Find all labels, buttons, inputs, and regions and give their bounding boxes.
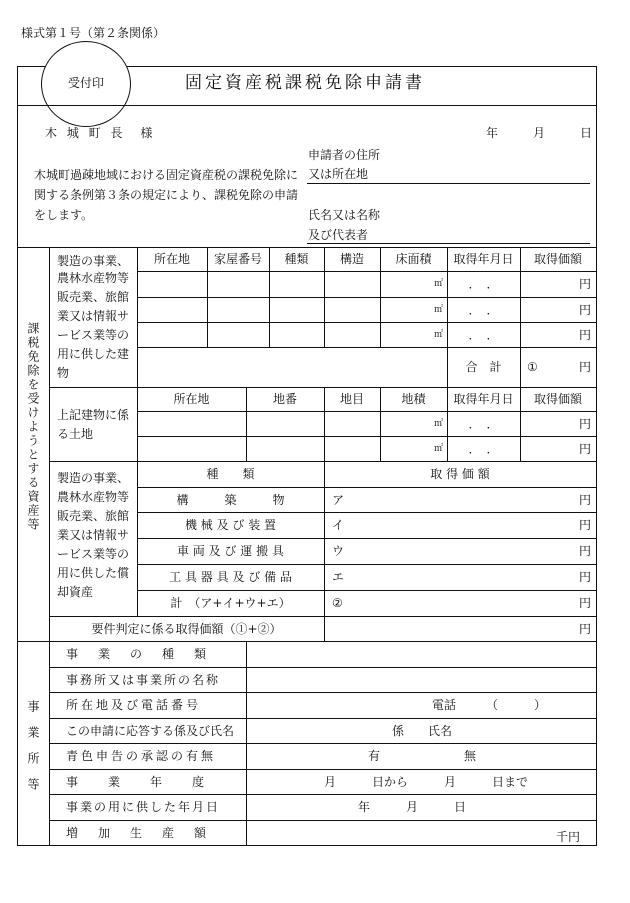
business-row-2-value: 電話 （ ）: [432, 698, 547, 712]
depreciable-label-4: ービス業等の: [57, 547, 130, 561]
divider-assets-top: [17, 247, 597, 248]
land-row-1-date: ． ．: [468, 417, 499, 431]
business-grid-h5: [49, 769, 596, 770]
business-row-5-value: 月 日から 月 日まで: [324, 775, 529, 789]
applicant-address-label-2: 又は所在地: [308, 167, 369, 181]
building-header-0: 所在地: [153, 252, 190, 266]
divider-requirement: [49, 616, 596, 617]
date-month: 月: [533, 126, 546, 140]
depreciable-grid-v: [324, 461, 325, 641]
depreciable-item-4-marker: ②: [332, 596, 343, 610]
frame-bottom: [17, 845, 597, 846]
business-row-3-label: この申請に応答する係及び氏名: [66, 724, 235, 738]
business-side-label: 事業所等: [26, 700, 40, 804]
frame-right: [596, 66, 597, 846]
business-grid-h1: [49, 667, 596, 668]
building-label-1: 農林水産物等: [57, 271, 130, 285]
land-header-5: 取得価額: [533, 392, 582, 406]
depreciable-item-4: 計 （ア+イ+ウ+エ）: [170, 596, 291, 610]
land-label-0: 上記建物に係: [57, 408, 130, 422]
land-row-2-area-unit: ㎡: [433, 444, 443, 454]
date-day: 日: [580, 126, 593, 140]
form-number: 様式第１号（第２条関係）: [21, 26, 166, 40]
business-row-7-value: 千円: [556, 830, 581, 844]
divider-depreciable-top: [49, 461, 596, 462]
land-row-2-yen: 円: [578, 442, 591, 456]
assets-side-label: 課税免除を受けようとする資産等: [26, 322, 40, 532]
business-grid-h2: [49, 692, 596, 693]
business-row-4-value: 有 無: [368, 749, 477, 763]
price-header: 取 得 価 額: [430, 467, 490, 481]
depreciable-item-0-marker: ア: [332, 493, 345, 507]
applicant-name-line[interactable]: [307, 243, 590, 244]
depreciable-grid-h3: [137, 538, 596, 539]
date-year: 年: [486, 126, 499, 140]
land-grid-h2: [137, 436, 596, 437]
kind-header: 種 類: [206, 467, 255, 481]
business-row-1-label: 事務所又は事業所の名称: [66, 673, 221, 687]
requirement-yen: 円: [578, 622, 591, 636]
depreciable-item-0-yen: 円: [578, 493, 591, 507]
building-header-3: 構造: [339, 252, 364, 266]
business-row-2-label: 所在地及び電話番号: [66, 698, 202, 712]
building-label-4: ービス業等の: [57, 328, 130, 342]
depreciable-item-2: 車 両 及 び 運 搬 具: [177, 544, 284, 558]
depreciable-grid-h1: [137, 487, 596, 488]
building-row-3-area-unit: ㎡: [433, 330, 443, 340]
building-header-6: 取得価額: [533, 252, 582, 266]
depreciable-item-1: 機 械 及 び 装 置: [184, 518, 277, 532]
total-marker: ①: [527, 360, 538, 374]
depreciable-label-2: 販売業、旅館: [57, 509, 130, 523]
building-label-5: 用に供した建: [57, 347, 130, 361]
frame-left: [17, 66, 18, 846]
business-row-4-label: 青色申告の承認の有無: [66, 749, 217, 763]
depreciable-label-3: 業又は情報サ: [57, 528, 130, 542]
recipient: 木 城 町 長 様: [45, 126, 156, 140]
building-header-1: 家屋番号: [213, 252, 262, 266]
building-grid-h2: [137, 297, 596, 298]
land-header-3: 地積: [401, 392, 426, 406]
business-row-5-label: 事 業 年 度: [66, 775, 207, 789]
depreciable-label-0: 製造の事業、: [57, 471, 130, 485]
business-grid-h4: [49, 743, 596, 744]
building-grid-h1: [137, 271, 596, 272]
building-row-2-date: ． ．: [468, 303, 499, 317]
depreciable-label-1: 農林水産物等: [57, 490, 130, 504]
total-yen: 円: [578, 360, 591, 374]
divider-title: [17, 105, 597, 106]
building-header-4: 床面積: [395, 252, 432, 266]
building-row-3-date: ． ．: [468, 328, 499, 342]
building-row-1-date: ． ．: [468, 277, 499, 291]
land-grid-h1: [137, 411, 596, 412]
requirement-label: 要件判定に係る取得価額（①+②）: [91, 622, 282, 636]
body-line-2: 関する条例第３条の規定により、課税免除の申請: [34, 188, 299, 202]
business-row-0-label: 事 業 の 種 類: [66, 647, 211, 661]
business-grid-h6: [49, 794, 596, 795]
divider-business-top: [17, 641, 597, 642]
depreciable-item-2-yen: 円: [578, 544, 591, 558]
depreciable-item-0: 構 築 物: [176, 493, 285, 507]
depreciable-item-3-yen: 円: [578, 570, 591, 584]
land-row-1-area-unit: ㎡: [433, 419, 443, 429]
depreciable-item-3: 工 具 器 具 及 び 備 品: [169, 570, 292, 584]
building-header-5: 取得年月日: [453, 252, 514, 266]
assets-side-divider: [49, 247, 50, 641]
assets-label-divider: [137, 247, 138, 616]
business-grid-h3: [49, 718, 596, 719]
depreciable-label-6: 却資産: [57, 585, 94, 599]
body-line-3: をします。: [34, 208, 94, 222]
building-row-2-area-unit: ㎡: [433, 305, 443, 315]
depreciable-grid-h4: [137, 564, 596, 565]
applicant-name-label-2: 及び代表者: [308, 228, 369, 242]
stamp-label: 受付印: [67, 76, 104, 90]
building-row-3-yen: 円: [578, 328, 591, 342]
business-row-3-value: 係 氏名: [392, 724, 453, 738]
depreciable-item-1-yen: 円: [578, 518, 591, 532]
depreciable-item-2-marker: ウ: [332, 544, 345, 558]
business-row-6-value: 年 月 日: [358, 800, 467, 814]
applicant-address-label-1: 申請者の住所: [308, 148, 381, 162]
building-label-6: 物: [57, 366, 70, 380]
divider-land-top: [49, 387, 596, 388]
land-row-2-date: ． ．: [468, 442, 499, 456]
land-header-0: 所在地: [173, 392, 210, 406]
building-label-3: 業又は情報サ: [57, 309, 130, 323]
building-label-0: 製造の事業、: [57, 254, 130, 268]
land-row-1-yen: 円: [578, 417, 591, 431]
applicant-name-label-1: 氏名又は名称: [308, 208, 381, 222]
depreciable-grid-h5: [137, 590, 596, 591]
building-row-1-yen: 円: [578, 277, 591, 291]
building-row-1-area-unit: ㎡: [433, 279, 443, 289]
depreciable-grid-h2: [137, 512, 596, 513]
land-label-1: る土地: [57, 427, 94, 441]
body-line-1: 木城町過疎地域における固定資産税の課税免除に: [34, 168, 299, 182]
business-row-7-label: 増 加 生 産 額: [66, 826, 211, 840]
page-title: 固定資産税課税免除申請書: [185, 73, 425, 93]
building-label-2: 販売業、旅館: [57, 290, 130, 304]
total-label: 合 計: [465, 360, 502, 374]
business-row-6-label: 事業の用に供した年月日: [66, 800, 221, 814]
depreciable-item-3-marker: エ: [332, 570, 345, 584]
applicant-address-line[interactable]: [307, 183, 590, 184]
depreciable-label-5: 用に供した償: [57, 566, 130, 580]
business-grid-h7: [49, 820, 596, 821]
depreciable-item-4-yen: 円: [578, 596, 591, 610]
building-row-2-yen: 円: [578, 303, 591, 317]
land-header-1: 地番: [272, 392, 297, 406]
building-grid-h3: [137, 322, 596, 323]
depreciable-item-1-marker: イ: [332, 518, 345, 532]
land-header-4: 取得年月日: [453, 392, 514, 406]
land-header-2: 地目: [339, 392, 364, 406]
building-header-2: 種類: [284, 252, 309, 266]
building-grid-h4: [137, 347, 596, 348]
